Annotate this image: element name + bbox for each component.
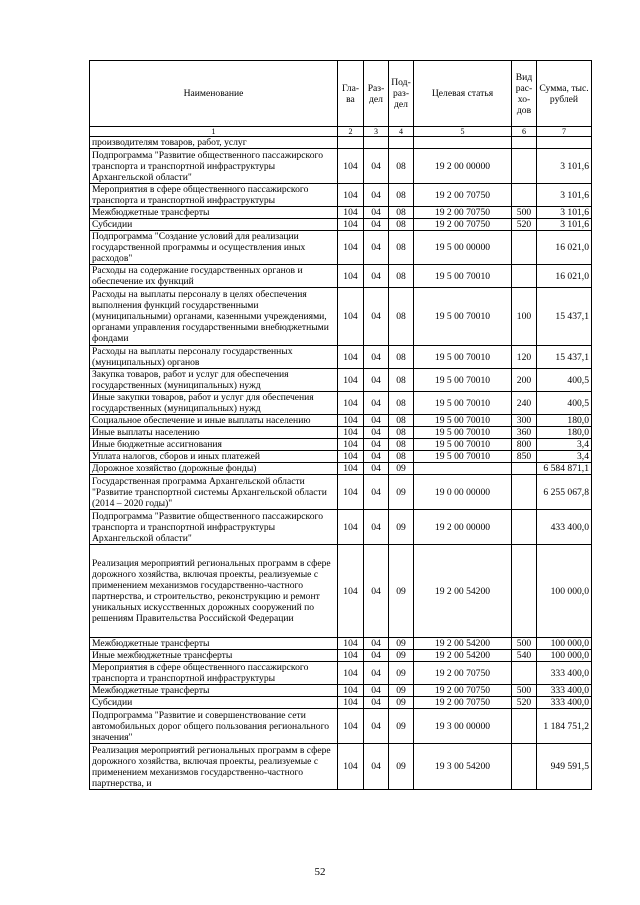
row-chapter: 104	[338, 207, 364, 219]
row-expense-type	[512, 265, 537, 288]
row-amount: 6 584 871,1	[537, 463, 592, 475]
row-chapter: 104	[338, 231, 364, 265]
table-row	[90, 439, 592, 451]
table-row	[90, 219, 592, 231]
row-chapter: 104	[338, 265, 364, 288]
table-row	[90, 662, 592, 685]
row-subsection: 09	[389, 545, 414, 638]
table-row	[90, 451, 592, 463]
row-amount: 333 400,0	[537, 697, 592, 709]
row-subsection: 08	[389, 415, 414, 427]
row-chapter: 104	[338, 288, 364, 346]
row-expense-type: 240	[512, 392, 537, 415]
row-chapter: 104	[338, 697, 364, 709]
row-expense-type: 360	[512, 427, 537, 439]
table-row	[90, 463, 592, 475]
row-name: Реализация мероприятий региональных программ в сфере дорожного хозяйства, включая проекты, реализуемые с применением механизмов государственно-частного партнерства, и	[90, 744, 338, 790]
table-row	[90, 697, 592, 709]
row-section: 04	[364, 685, 389, 697]
row-expense-type: 200	[512, 369, 537, 392]
row-section: 04	[364, 415, 389, 427]
row-target: 19 3 00 00000	[414, 709, 512, 744]
header-amount: Сумма, тыс. рублей	[537, 61, 592, 127]
row-amount: 400,5	[537, 369, 592, 392]
column-number: 6	[512, 127, 537, 137]
row-amount: 180,0	[537, 415, 592, 427]
row-section: 04	[364, 231, 389, 265]
row-expense-type	[512, 184, 537, 207]
row-chapter: 104	[338, 427, 364, 439]
row-section: 04	[364, 744, 389, 790]
row-name: Подпрограмма "Создание условий для реализации государственной программы и осуществления иных расходов"	[90, 231, 338, 265]
row-subsection: 09	[389, 463, 414, 475]
row-target: 19 3 00 54200	[414, 744, 512, 790]
row-name: Межбюджетные трансферты	[90, 638, 338, 650]
row-target: 19 5 00 70010	[414, 415, 512, 427]
row-subsection: 09	[389, 685, 414, 697]
row-name: Межбюджетные трансферты	[90, 207, 338, 219]
row-section: 04	[364, 463, 389, 475]
table-row	[90, 369, 592, 392]
table-row	[90, 685, 592, 697]
row-amount: 3,4	[537, 451, 592, 463]
row-expense-type: 120	[512, 346, 537, 369]
row-section: 04	[364, 439, 389, 451]
row-name: Мероприятия в сфере общественного пассажирского транспорта и транспортной инфраструктуры	[90, 662, 338, 685]
row-chapter: 104	[338, 369, 364, 392]
row-section: 04	[364, 638, 389, 650]
row-expense-type	[512, 744, 537, 790]
row-expense-type	[512, 463, 537, 475]
row-amount: 100 000,0	[537, 545, 592, 638]
row-name: Субсидии	[90, 219, 338, 231]
row-chapter: 104	[338, 149, 364, 184]
row-section: 04	[364, 392, 389, 415]
row-target: 19 5 00 00000	[414, 231, 512, 265]
row-section: 04	[364, 510, 389, 545]
row-expense-type: 500	[512, 207, 537, 219]
row-expense-type: 800	[512, 439, 537, 451]
row-amount: 16 021,0	[537, 231, 592, 265]
column-number: 3	[364, 127, 389, 137]
row-target: 19 5 00 70010	[414, 288, 512, 346]
row-amount: 15 437,1	[537, 288, 592, 346]
row-amount: 3,4	[537, 439, 592, 451]
row-name: Дорожное хозяйство (дорожные фонды)	[90, 463, 338, 475]
row-expense-type: 300	[512, 415, 537, 427]
table-header-row	[90, 61, 592, 127]
row-subsection: 09	[389, 638, 414, 650]
row-target: 19 5 00 70010	[414, 451, 512, 463]
row-subsection	[389, 137, 414, 149]
table-row	[90, 288, 592, 346]
table-row	[90, 475, 592, 510]
row-amount: 1 184 751,2	[537, 709, 592, 744]
table-row	[90, 137, 592, 149]
row-expense-type	[512, 510, 537, 545]
row-name: Расходы на выплаты персоналу государственных (муниципальных) органов	[90, 346, 338, 369]
row-expense-type: 520	[512, 697, 537, 709]
row-name: Расходы на содержание государственных органов и обеспечение их функций	[90, 265, 338, 288]
row-expense-type: 850	[512, 451, 537, 463]
header-subsection: Под-раз-дел	[389, 61, 414, 127]
table-row	[90, 744, 592, 790]
table-row	[90, 265, 592, 288]
row-chapter: 104	[338, 475, 364, 510]
row-amount: 333 400,0	[537, 662, 592, 685]
row-section: 04	[364, 184, 389, 207]
row-target: 19 5 00 70010	[414, 369, 512, 392]
row-amount: 16 021,0	[537, 265, 592, 288]
row-section: 04	[364, 265, 389, 288]
row-target: 19 5 00 70010	[414, 265, 512, 288]
column-number: 1	[90, 127, 338, 137]
row-subsection: 09	[389, 709, 414, 744]
row-chapter: 104	[338, 346, 364, 369]
row-chapter: 104	[338, 685, 364, 697]
row-subsection: 09	[389, 662, 414, 685]
row-chapter: 104	[338, 545, 364, 638]
row-expense-type	[512, 137, 537, 149]
column-number: 2	[338, 127, 364, 137]
row-section: 04	[364, 475, 389, 510]
row-section: 04	[364, 288, 389, 346]
row-section: 04	[364, 219, 389, 231]
row-name: Иные закупки товаров, работ и услуг для обеспечения государственных (муниципальных) нужд	[90, 392, 338, 415]
row-subsection: 08	[389, 265, 414, 288]
row-chapter: 104	[338, 650, 364, 662]
row-name: Межбюджетные трансферты	[90, 685, 338, 697]
row-section: 04	[364, 369, 389, 392]
row-section	[364, 137, 389, 149]
row-target: 19 5 00 70010	[414, 427, 512, 439]
row-chapter: 104	[338, 439, 364, 451]
row-target	[414, 463, 512, 475]
row-amount: 100 000,0	[537, 638, 592, 650]
row-name: Закупка товаров, работ и услуг для обеспечения государственных (муниципальных) нужд	[90, 369, 338, 392]
header-expense-type: Вид рас-хо-дов	[512, 61, 537, 127]
row-chapter: 104	[338, 638, 364, 650]
row-section: 04	[364, 545, 389, 638]
row-chapter: 104	[338, 392, 364, 415]
row-subsection: 08	[389, 207, 414, 219]
row-name: Мероприятия в сфере общественного пассажирского транспорта и транспортной инфраструктуры	[90, 184, 338, 207]
row-amount: 333 400,0	[537, 685, 592, 697]
table-row	[90, 415, 592, 427]
row-chapter: 104	[338, 451, 364, 463]
table-row	[90, 392, 592, 415]
row-target: 19 5 00 70010	[414, 346, 512, 369]
row-name: Расходы на выплаты персоналу в целях обеспечения выполнения функций государственными (муниципальными) органами, казенными учреждениями, органами управления государственными внебюджетными фондами	[90, 288, 338, 346]
row-name: Социальное обеспечение и иные выплаты населению	[90, 415, 338, 427]
row-expense-type	[512, 545, 537, 638]
row-subsection: 08	[389, 451, 414, 463]
row-section: 04	[364, 662, 389, 685]
row-name: Субсидии	[90, 697, 338, 709]
row-subsection: 08	[389, 149, 414, 184]
row-subsection: 09	[389, 650, 414, 662]
row-name: Уплата налогов, сборов и иных платежей	[90, 451, 338, 463]
row-section: 04	[364, 650, 389, 662]
row-name: Подпрограмма "Развитие и совершенствование сети автомобильных дорог общего пользования регионального значения"	[90, 709, 338, 744]
row-target: 19 2 00 70750	[414, 184, 512, 207]
row-expense-type: 500	[512, 638, 537, 650]
row-target: 19 2 00 54200	[414, 638, 512, 650]
row-expense-type	[512, 662, 537, 685]
row-subsection: 09	[389, 744, 414, 790]
row-expense-type	[512, 475, 537, 510]
table-row	[90, 510, 592, 545]
row-name: Иные межбюджетные трансферты	[90, 650, 338, 662]
row-subsection: 09	[389, 475, 414, 510]
row-chapter: 104	[338, 463, 364, 475]
table-row	[90, 231, 592, 265]
row-amount: 949 591,5	[537, 744, 592, 790]
row-name: Иные выплаты населению	[90, 427, 338, 439]
row-amount: 433 400,0	[537, 510, 592, 545]
row-amount: 3 101,6	[537, 149, 592, 184]
table-row	[90, 346, 592, 369]
row-chapter	[338, 137, 364, 149]
row-chapter: 104	[338, 662, 364, 685]
table-row	[90, 184, 592, 207]
table-row	[90, 545, 592, 638]
row-target: 19 5 00 70010	[414, 392, 512, 415]
row-chapter: 104	[338, 744, 364, 790]
row-amount: 3 101,6	[537, 219, 592, 231]
row-amount: 400,5	[537, 392, 592, 415]
row-expense-type	[512, 149, 537, 184]
row-amount: 100 000,0	[537, 650, 592, 662]
column-number: 4	[389, 127, 414, 137]
row-amount: 3 101,6	[537, 184, 592, 207]
row-subsection: 08	[389, 439, 414, 451]
row-target: 19 2 00 54200	[414, 650, 512, 662]
row-section: 04	[364, 709, 389, 744]
row-name: Подпрограмма "Развитие общественного пассажирского транспорта и транспортной инфраструктуры Архангельской области"	[90, 149, 338, 184]
row-target: 19 2 00 70750	[414, 697, 512, 709]
row-name: Государственная программа Архангельской области "Развитие транспортной системы Архангельской области (2014 – 2020 годы)"	[90, 475, 338, 510]
header-chapter: Гла-ва	[338, 61, 364, 127]
row-chapter: 104	[338, 415, 364, 427]
row-section: 04	[364, 346, 389, 369]
row-target: 19 2 00 70750	[414, 219, 512, 231]
row-amount	[537, 137, 592, 149]
table-row	[90, 709, 592, 744]
budget-table	[89, 60, 592, 790]
table-row	[90, 427, 592, 439]
row-chapter: 104	[338, 184, 364, 207]
row-expense-type	[512, 709, 537, 744]
row-target: 19 5 00 70010	[414, 439, 512, 451]
row-expense-type: 520	[512, 219, 537, 231]
column-number: 5	[414, 127, 512, 137]
row-name: производителям товаров, работ, услуг	[90, 137, 338, 149]
row-expense-type	[512, 231, 537, 265]
row-name: Иные бюджетные ассигнования	[90, 439, 338, 451]
row-subsection: 09	[389, 697, 414, 709]
row-section: 04	[364, 697, 389, 709]
column-number: 7	[537, 127, 592, 137]
table-row	[90, 207, 592, 219]
table-row	[90, 149, 592, 184]
row-subsection: 08	[389, 392, 414, 415]
row-name: Реализация мероприятий региональных программ в сфере дорожного хозяйства, включая проекты, реализуемые с применением механизмов государственно-частного партнерства, и строительство, реконструкцию и ремонт уникальных искусственных дорожных сооружений по решениям Правительства Российской Федерации	[90, 545, 338, 638]
row-target: 19 2 00 00000	[414, 510, 512, 545]
row-expense-type: 500	[512, 685, 537, 697]
row-subsection: 08	[389, 288, 414, 346]
row-target: 19 2 00 00000	[414, 149, 512, 184]
row-chapter: 104	[338, 510, 364, 545]
row-amount: 6 255 067,8	[537, 475, 592, 510]
row-target: 19 2 00 70750	[414, 685, 512, 697]
row-amount: 180,0	[537, 427, 592, 439]
row-subsection: 08	[389, 184, 414, 207]
row-target: 19 2 00 54200	[414, 545, 512, 638]
row-target	[414, 137, 512, 149]
header-target: Целевая статья	[414, 61, 512, 127]
row-section: 04	[364, 207, 389, 219]
row-subsection: 08	[389, 219, 414, 231]
row-subsection: 08	[389, 231, 414, 265]
page-number: 52	[314, 866, 326, 878]
row-target: 19 2 00 70750	[414, 662, 512, 685]
row-expense-type: 540	[512, 650, 537, 662]
row-section: 04	[364, 451, 389, 463]
row-name: Подпрограмма "Развитие общественного пассажирского транспорта и транспортной инфраструктуры Архангельской области"	[90, 510, 338, 545]
row-expense-type: 100	[512, 288, 537, 346]
row-target: 19 2 00 70750	[414, 207, 512, 219]
row-section: 04	[364, 149, 389, 184]
header-section: Раз-дел	[364, 61, 389, 127]
table-row	[90, 638, 592, 650]
header-name: Наименование	[90, 61, 338, 127]
row-amount: 15 437,1	[537, 346, 592, 369]
row-subsection: 08	[389, 369, 414, 392]
row-subsection: 08	[389, 346, 414, 369]
column-number-row	[90, 127, 592, 137]
row-chapter: 104	[338, 219, 364, 231]
row-section: 04	[364, 427, 389, 439]
table-row	[90, 650, 592, 662]
row-subsection: 09	[389, 510, 414, 545]
row-target: 19 0 00 00000	[414, 475, 512, 510]
row-subsection: 08	[389, 427, 414, 439]
row-chapter: 104	[338, 709, 364, 744]
row-amount: 3 101,6	[537, 207, 592, 219]
